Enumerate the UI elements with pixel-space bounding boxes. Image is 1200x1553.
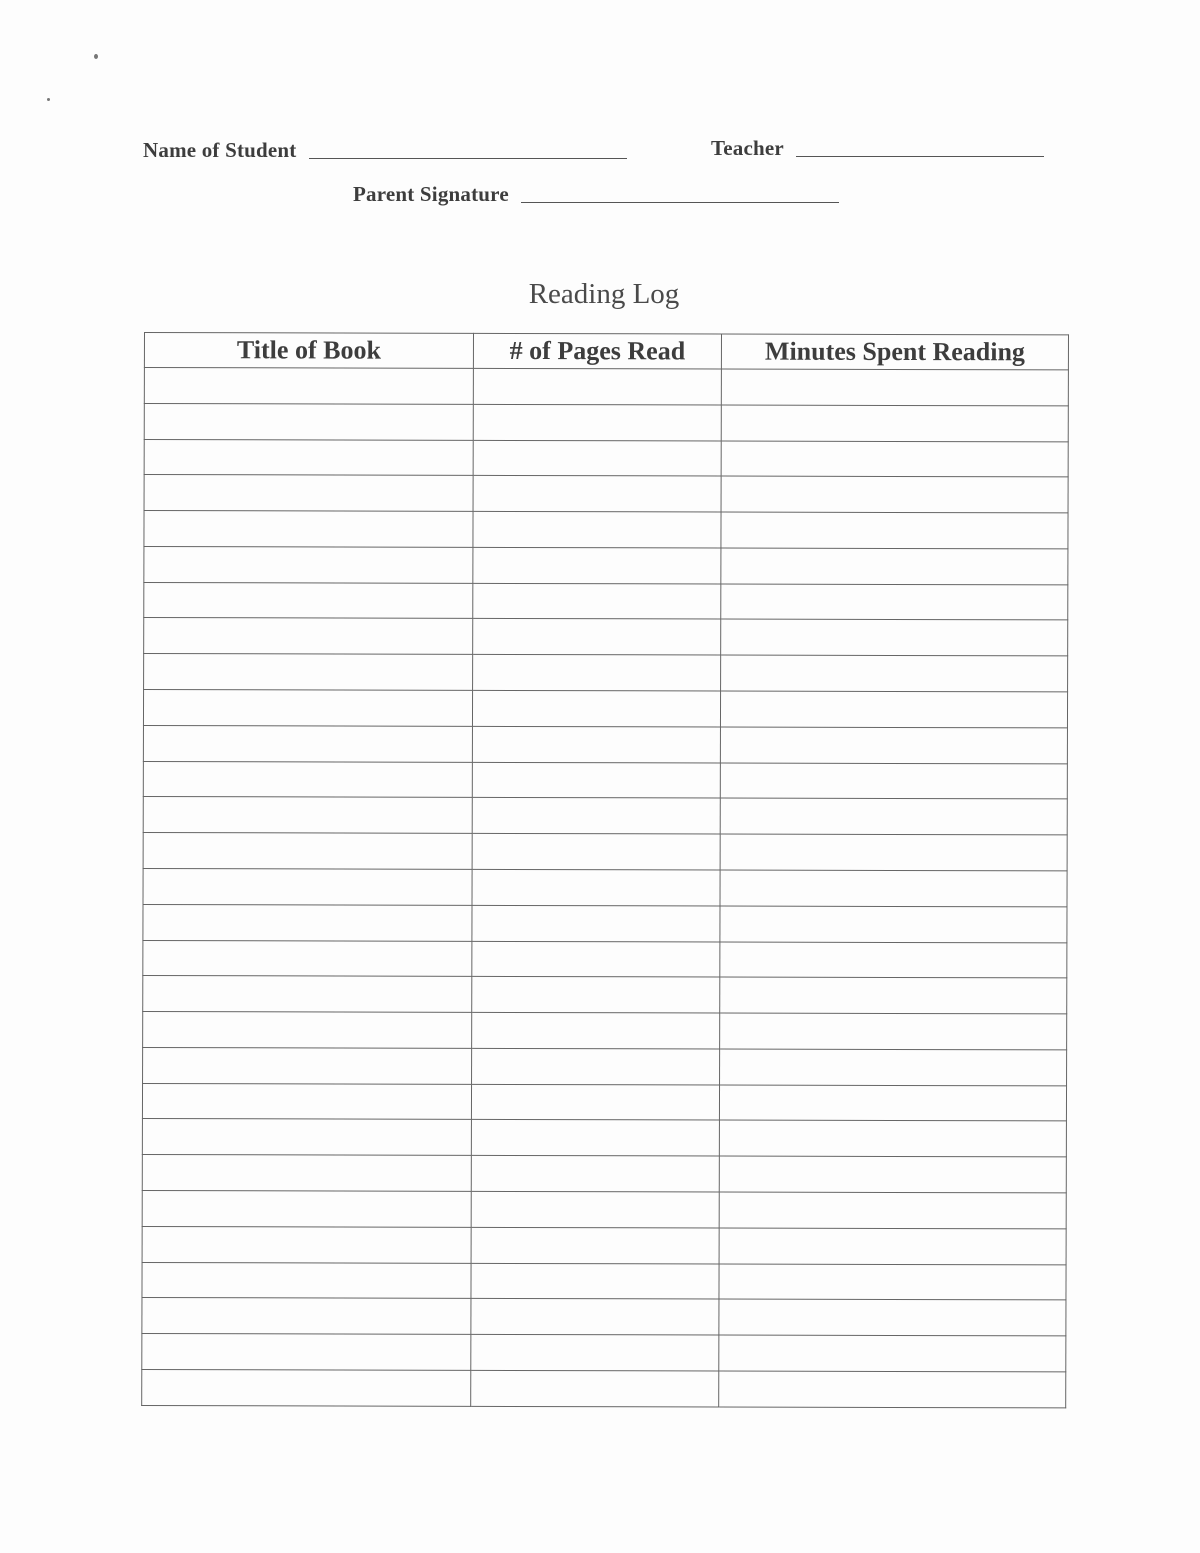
cell-minutes-reading[interactable] <box>721 441 1068 478</box>
cell-pages-read[interactable] <box>472 1012 720 1048</box>
cell-minutes-reading[interactable] <box>719 1120 1066 1157</box>
cell-minutes-reading[interactable] <box>721 405 1068 442</box>
table-row <box>144 475 1068 513</box>
cell-title-of-book[interactable] <box>142 1119 471 1156</box>
cell-minutes-reading[interactable] <box>719 1335 1066 1372</box>
column-header-pages: # of Pages Read <box>473 333 721 369</box>
cell-pages-read[interactable] <box>471 1299 719 1335</box>
cell-pages-read[interactable] <box>472 905 720 941</box>
table-row <box>144 654 1068 692</box>
cell-minutes-reading[interactable] <box>721 476 1068 513</box>
table-row <box>142 1155 1066 1193</box>
cell-title-of-book[interactable] <box>143 1047 472 1084</box>
cell-minutes-reading[interactable] <box>721 655 1068 692</box>
cell-pages-read[interactable] <box>471 1227 719 1263</box>
cell-minutes-reading[interactable] <box>720 906 1067 943</box>
cell-pages-read[interactable] <box>471 1084 719 1120</box>
table-row <box>143 940 1067 978</box>
cell-title-of-book[interactable] <box>142 1298 471 1335</box>
table-row <box>142 1190 1066 1228</box>
cell-minutes-reading[interactable] <box>720 834 1067 871</box>
table-row <box>142 1262 1066 1300</box>
cell-pages-read[interactable] <box>471 1156 719 1192</box>
table-row <box>144 511 1068 549</box>
cell-title-of-book[interactable] <box>142 1226 471 1263</box>
cell-pages-read[interactable] <box>471 1191 719 1227</box>
cell-title-of-book[interactable] <box>143 761 472 798</box>
cell-pages-read[interactable] <box>472 1048 720 1084</box>
table-row <box>142 1298 1066 1336</box>
cell-pages-read[interactable] <box>471 1370 719 1407</box>
cell-pages-read[interactable] <box>472 941 720 977</box>
cell-pages-read[interactable] <box>472 977 720 1013</box>
cell-title-of-book[interactable] <box>144 618 473 655</box>
cell-pages-read[interactable] <box>472 762 720 798</box>
teacher-label: Teacher <box>711 136 784 160</box>
parent-signature-line[interactable] <box>521 201 839 203</box>
table-row <box>143 761 1067 799</box>
cell-title-of-book[interactable] <box>144 582 473 619</box>
cell-minutes-reading[interactable] <box>721 512 1068 549</box>
table-row <box>143 976 1067 1014</box>
table-row <box>143 833 1067 871</box>
cell-minutes-reading[interactable] <box>720 727 1067 764</box>
cell-minutes-reading[interactable] <box>719 1371 1066 1408</box>
table-row <box>142 1119 1066 1157</box>
cell-pages-read[interactable] <box>471 1334 719 1370</box>
cell-minutes-reading[interactable] <box>721 619 1068 656</box>
cell-pages-read[interactable] <box>473 404 721 440</box>
cell-minutes-reading[interactable] <box>720 691 1067 728</box>
table-row <box>144 403 1068 441</box>
table-row <box>144 439 1068 477</box>
student-name-label: Name of Student <box>143 138 297 162</box>
cell-minutes-reading[interactable] <box>720 977 1067 1014</box>
cell-pages-read[interactable] <box>472 726 720 762</box>
table-row <box>144 582 1068 620</box>
table-row <box>143 1047 1067 1085</box>
table-row <box>144 618 1068 656</box>
cell-pages-read[interactable] <box>472 690 720 726</box>
table-row <box>144 546 1068 584</box>
cell-minutes-reading[interactable] <box>721 369 1068 406</box>
cell-minutes-reading[interactable] <box>720 763 1067 800</box>
cell-pages-read[interactable] <box>472 869 720 905</box>
cell-title-of-book[interactable] <box>143 940 472 977</box>
cell-minutes-reading[interactable] <box>720 1049 1067 1086</box>
cell-pages-read[interactable] <box>471 1120 719 1156</box>
cell-title-of-book[interactable] <box>143 868 472 905</box>
table-row <box>143 725 1067 763</box>
cell-minutes-reading[interactable] <box>719 1264 1066 1301</box>
cell-title-of-book[interactable] <box>144 546 473 583</box>
table-body <box>142 368 1069 1408</box>
student-name-field[interactable] <box>143 138 627 163</box>
cell-title-of-book[interactable] <box>144 475 473 512</box>
cell-minutes-reading[interactable] <box>719 1085 1066 1122</box>
scan-speck <box>94 54 98 59</box>
cell-minutes-reading[interactable] <box>720 798 1067 835</box>
cell-pages-read[interactable] <box>473 511 721 547</box>
table-row <box>142 1226 1066 1264</box>
table-row <box>143 868 1067 906</box>
parent-signature-label: Parent Signature <box>353 182 509 206</box>
cell-title-of-book[interactable] <box>143 690 472 727</box>
page-title: Reading Log <box>528 278 680 310</box>
cell-title-of-book[interactable] <box>142 1083 471 1120</box>
cell-minutes-reading[interactable] <box>721 548 1068 585</box>
cell-pages-read[interactable] <box>472 798 720 834</box>
cell-title-of-book[interactable] <box>142 1262 471 1299</box>
scan-speck <box>47 98 50 101</box>
cell-pages-read[interactable] <box>473 619 721 655</box>
teacher-field[interactable] <box>711 136 1044 161</box>
cell-title-of-book[interactable] <box>143 725 472 762</box>
reading-log-table <box>141 332 1069 1408</box>
table-row <box>142 1369 1066 1408</box>
cell-title-of-book[interactable] <box>144 511 473 548</box>
cell-title-of-book[interactable] <box>144 439 473 476</box>
cell-title-of-book[interactable] <box>143 976 472 1013</box>
cell-pages-read[interactable] <box>473 655 721 691</box>
cell-minutes-reading[interactable] <box>720 1013 1067 1050</box>
cell-title-of-book[interactable] <box>144 368 473 405</box>
table-header-row <box>144 333 1068 370</box>
cell-title-of-book[interactable] <box>142 1334 471 1371</box>
cell-title-of-book[interactable] <box>143 797 472 834</box>
column-header-minutes: Minutes Spent Reading <box>721 334 1068 370</box>
cell-pages-read[interactable] <box>473 583 721 619</box>
table-row <box>143 690 1067 728</box>
table-row <box>142 1334 1066 1372</box>
table-row <box>144 368 1068 406</box>
table-row <box>143 797 1067 835</box>
cell-title-of-book[interactable] <box>143 904 472 941</box>
cell-pages-read[interactable] <box>471 1263 719 1299</box>
table-row <box>143 904 1067 942</box>
cell-minutes-reading[interactable] <box>721 584 1068 621</box>
cell-title-of-book[interactable] <box>143 833 472 870</box>
student-name-line[interactable] <box>309 157 627 159</box>
cell-title-of-book[interactable] <box>144 403 473 440</box>
parent-signature-field[interactable] <box>353 182 839 207</box>
column-header-title: Title of Book <box>144 333 473 369</box>
table-row <box>142 1083 1066 1121</box>
cell-title-of-book[interactable] <box>142 1190 471 1227</box>
cell-minutes-reading[interactable] <box>720 870 1067 907</box>
cell-title-of-book[interactable] <box>142 1369 471 1406</box>
cell-minutes-reading[interactable] <box>719 1299 1066 1336</box>
cell-pages-read[interactable] <box>473 368 721 404</box>
cell-pages-read[interactable] <box>473 547 721 583</box>
cell-pages-read[interactable] <box>473 440 721 476</box>
table-row <box>143 1012 1067 1050</box>
cell-title-of-book[interactable] <box>144 654 473 691</box>
cell-minutes-reading[interactable] <box>719 1156 1066 1193</box>
cell-minutes-reading[interactable] <box>719 1192 1066 1229</box>
cell-minutes-reading[interactable] <box>719 1228 1066 1265</box>
teacher-line[interactable] <box>796 155 1044 157</box>
cell-pages-read[interactable] <box>473 476 721 512</box>
cell-pages-read[interactable] <box>472 834 720 870</box>
cell-title-of-book[interactable] <box>143 1012 472 1049</box>
cell-title-of-book[interactable] <box>142 1155 471 1192</box>
cell-minutes-reading[interactable] <box>720 942 1067 979</box>
